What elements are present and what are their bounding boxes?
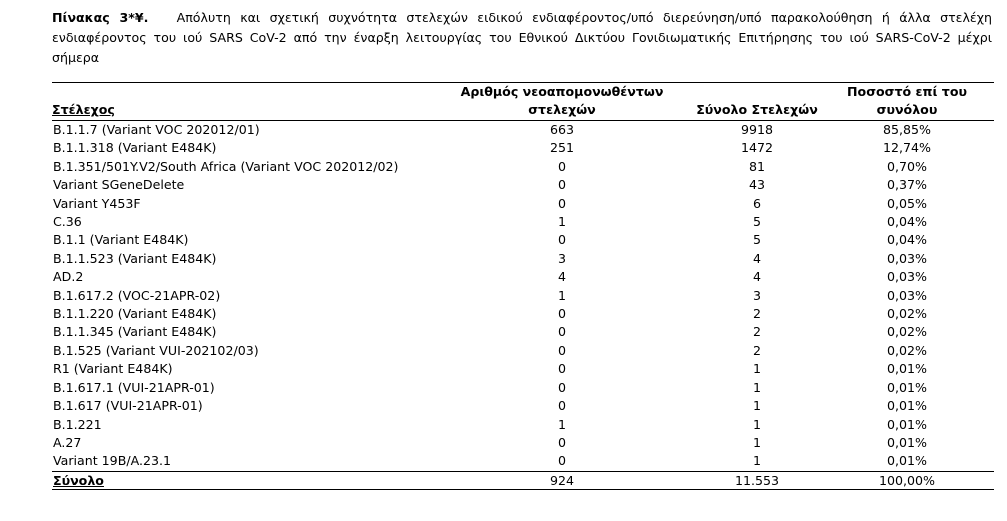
cell-strain: B.1.1 (Variant E484K) xyxy=(53,232,189,248)
cell-percent: 0,01% xyxy=(886,434,927,450)
cell-strain: Variant SGeneDelete xyxy=(53,177,185,193)
cell-new-isolated: 0 xyxy=(557,434,566,450)
table-row xyxy=(52,323,994,341)
cell-total: 1 xyxy=(752,416,761,432)
cell-new-isolated: 0 xyxy=(557,195,566,211)
table-row xyxy=(52,139,994,157)
table-row xyxy=(52,195,994,213)
table-header-row xyxy=(52,83,994,121)
table-row xyxy=(52,158,994,176)
total-new-isolated: 924 xyxy=(549,472,575,488)
cell-total: 5 xyxy=(752,214,761,230)
cell-percent: 0,03% xyxy=(886,287,927,303)
cell-strain: C.36 xyxy=(53,214,82,230)
cell-percent: 0,01% xyxy=(886,453,927,469)
cell-total: 3 xyxy=(752,287,761,303)
cell-new-isolated: 3 xyxy=(557,250,566,266)
cell-total: 2 xyxy=(752,342,761,358)
cell-total: 81 xyxy=(748,158,766,174)
cell-new-isolated: 0 xyxy=(557,324,566,340)
table-row xyxy=(52,250,994,268)
cell-percent: 0,02% xyxy=(886,306,927,322)
cell-percent: 0,05% xyxy=(886,195,927,211)
cell-strain: B.1.1.7 (Variant VOC 202012/01) xyxy=(53,122,260,137)
table-row xyxy=(52,397,994,415)
cell-total: 4 xyxy=(752,269,761,285)
caption-title: Πίνακας 3*¥. xyxy=(52,10,149,25)
cell-percent: 0,04% xyxy=(886,214,927,230)
cell-percent: 0,70% xyxy=(886,158,927,174)
cell-new-isolated: 663 xyxy=(549,122,575,137)
total-percent: 100,00% xyxy=(878,472,936,488)
table-caption xyxy=(52,8,992,68)
cell-strain: B.1.1.318 (Variant E484K) xyxy=(53,140,217,156)
header-strain: Στέλεχος xyxy=(52,83,430,121)
cell-strain: B.1.1.345 (Variant E484K) xyxy=(53,324,217,340)
cell-total: 2 xyxy=(752,324,761,340)
cell-new-isolated: 0 xyxy=(557,361,566,377)
table-body xyxy=(52,121,994,472)
cell-total: 9918 xyxy=(740,122,774,137)
cell-new-isolated: 1 xyxy=(557,214,566,230)
cell-new-isolated: 0 xyxy=(557,453,566,469)
cell-total: 1 xyxy=(752,453,761,469)
cell-strain: AD.2 xyxy=(53,269,84,285)
cell-strain: A.27 xyxy=(53,434,82,450)
table-row xyxy=(52,434,994,452)
table-row xyxy=(52,305,994,323)
cell-total: 1 xyxy=(752,434,761,450)
cell-percent: 85,85% xyxy=(882,122,932,137)
strains-table xyxy=(52,82,994,490)
header-percent: Ποσοστό επί του συνόλου xyxy=(820,83,994,121)
cell-new-isolated: 0 xyxy=(557,158,566,174)
cell-new-isolated: 251 xyxy=(549,140,575,156)
cell-strain: B.1.1.220 (Variant E484K) xyxy=(53,306,217,322)
cell-new-isolated: 0 xyxy=(557,342,566,358)
table-row xyxy=(52,121,994,140)
cell-total: 6 xyxy=(752,195,761,211)
table-row xyxy=(52,231,994,249)
cell-strain: B.1.221 xyxy=(53,416,102,432)
total-total: 11.553 xyxy=(734,472,780,488)
cell-total: 1 xyxy=(752,398,761,414)
cell-percent: 0,02% xyxy=(886,342,927,358)
table-row xyxy=(52,287,994,305)
cell-new-isolated: 0 xyxy=(557,398,566,414)
cell-strain: Variant 19B/A.23.1 xyxy=(53,453,172,469)
cell-strain: B.1.617 (VUI-21APR-01) xyxy=(53,398,203,414)
cell-total: 4 xyxy=(752,250,761,266)
cell-strain: R1 (Variant E484K) xyxy=(53,361,173,377)
cell-new-isolated: 1 xyxy=(557,287,566,303)
cell-new-isolated: 1 xyxy=(557,416,566,432)
cell-strain: B.1.617.1 (VUI-21APR-01) xyxy=(53,379,215,395)
cell-total: 43 xyxy=(748,177,766,193)
total-label: Σύνολο xyxy=(53,472,104,488)
cell-percent: 0,03% xyxy=(886,250,927,266)
cell-total: 1 xyxy=(752,379,761,395)
table-row xyxy=(52,342,994,360)
table-total-row xyxy=(52,471,994,489)
cell-percent: 0,04% xyxy=(886,232,927,248)
cell-strain: B.1.1.523 (Variant E484K) xyxy=(53,250,217,266)
table-row xyxy=(52,176,994,194)
cell-percent: 0,01% xyxy=(886,379,927,395)
cell-percent: 0,37% xyxy=(886,177,927,193)
table-row xyxy=(52,360,994,378)
cell-new-isolated: 0 xyxy=(557,177,566,193)
cell-strain: B.1.351/501Y.V2/South Africa (Variant VOC 202012/02) xyxy=(53,158,399,174)
caption-text: Απόλυτη και σχετική συχνότητα στελεχών ειδικού ενδιαφέροντος/υπό διερεύνηση/υπό παρακολούθηση ή άλλα στελέχη ενδιαφέροντος του ιού SARS CoV-2 από την έναρξη λειτουργίας του Εθνικού Δικτύου Γονιδιωματικής Επιτήρησης του ιού SARS-CoV-2 μέχρι σήμερα xyxy=(52,10,992,65)
cell-percent: 0,01% xyxy=(886,361,927,377)
table-row xyxy=(52,268,994,286)
header-new-isolated: Αριθμός νεοαπομονωθέντων στελεχών xyxy=(430,83,694,121)
cell-total: 1472 xyxy=(740,140,774,156)
header-total: Σύνολο Στελεχών xyxy=(694,83,820,121)
cell-strain: B.1.525 (Variant VUI-202102/03) xyxy=(53,342,259,358)
cell-new-isolated: 0 xyxy=(557,232,566,248)
table-row xyxy=(52,213,994,231)
cell-new-isolated: 4 xyxy=(557,269,566,285)
table-row xyxy=(52,379,994,397)
table-row xyxy=(52,416,994,434)
cell-strain: Variant Y453F xyxy=(53,195,141,211)
cell-percent: 12,74% xyxy=(882,140,932,156)
cell-total: 1 xyxy=(752,361,761,377)
cell-percent: 0,03% xyxy=(886,269,927,285)
cell-percent: 0,01% xyxy=(886,416,927,432)
cell-new-isolated: 0 xyxy=(557,379,566,395)
cell-new-isolated: 0 xyxy=(557,306,566,322)
cell-total: 5 xyxy=(752,232,761,248)
cell-percent: 0,02% xyxy=(886,324,927,340)
table-row xyxy=(52,452,994,471)
cell-total: 2 xyxy=(752,306,761,322)
cell-percent: 0,01% xyxy=(886,398,927,414)
cell-strain: B.1.617.2 (VOC-21APR-02) xyxy=(53,287,221,303)
